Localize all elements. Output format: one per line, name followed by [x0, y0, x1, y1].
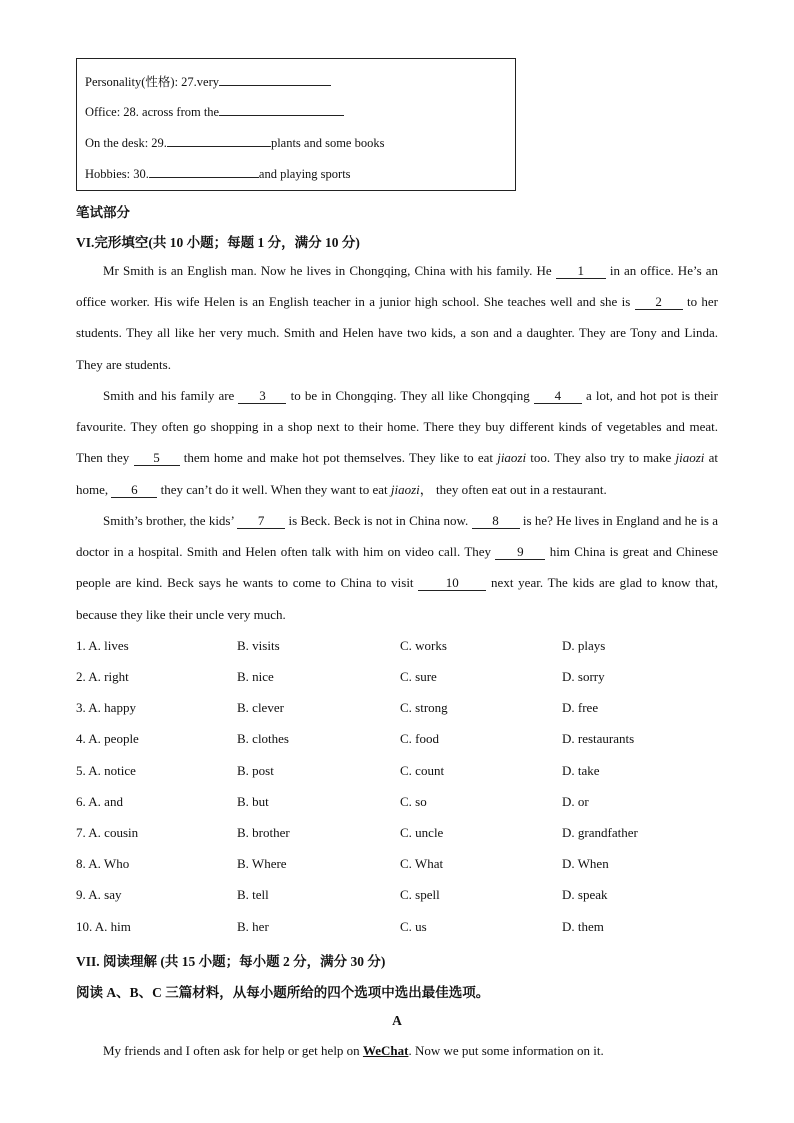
blank-4[interactable]: 4 — [534, 389, 582, 404]
option-b[interactable]: B. nice — [237, 669, 274, 684]
option-c[interactable]: C. food — [400, 731, 439, 746]
blank-3[interactable]: 3 — [238, 389, 286, 404]
option-b[interactable]: B. clothes — [237, 731, 289, 746]
text: to her students. They all like her very much. Smith and Helen have two kids, a son and a daughter. They are Tony and Linda. They are students. — [76, 294, 719, 372]
reading-instruction: 阅读 A、B、C 三篇材料，从每小题所给的四个选项中选出最佳选项。 — [76, 985, 490, 1000]
text: Smith and his family are — [103, 388, 239, 403]
option-a[interactable]: 8. A. Who — [76, 856, 130, 871]
option-d[interactable]: D. When — [562, 856, 609, 871]
blank-5[interactable]: 5 — [134, 451, 180, 466]
text: jiaozi — [497, 450, 527, 466]
text: is Beck. Beck is not in China now. — [285, 513, 472, 528]
option-a[interactable]: 2. A. right — [76, 669, 129, 684]
option-a[interactable]: 4. A. people — [76, 731, 139, 746]
options-row-2 — [76, 669, 736, 689]
text: at home, — [76, 450, 719, 497]
options-row-5 — [76, 763, 736, 783]
option-d[interactable]: D. sorry — [562, 669, 605, 684]
options-row-1 — [76, 638, 736, 658]
options-row-7 — [76, 825, 736, 845]
desk-label: On the desk: 29. — [85, 136, 167, 150]
option-b[interactable]: B. Where — [237, 856, 287, 871]
option-d[interactable]: D. plays — [562, 638, 606, 653]
blank-7[interactable]: 7 — [237, 514, 285, 529]
blank-28[interactable] — [219, 103, 344, 116]
options-row-8 — [76, 856, 736, 876]
blank-30[interactable] — [149, 165, 259, 178]
option-a[interactable]: 6. A. and — [76, 794, 123, 809]
option-b[interactable]: B. tell — [237, 887, 269, 902]
option-b[interactable]: B. but — [237, 794, 269, 809]
option-b[interactable]: B. clever — [237, 700, 284, 715]
option-c[interactable]: C. so — [400, 794, 427, 809]
text: too. They also try to make — [526, 450, 676, 466]
option-c[interactable]: C. count — [400, 763, 445, 778]
blank-27[interactable] — [219, 73, 331, 86]
text: is he? He lives in England and he is a doctor in a hospital. Smith and Helen often talk with him on video call. They — [76, 513, 718, 560]
personality-line — [85, 72, 331, 90]
option-c[interactable]: C. What — [400, 856, 444, 871]
option-b[interactable]: B. brother — [237, 825, 290, 840]
cloze-heading: VI.完形填空(共 10 小题；每题 1 分，满分 10 分) — [76, 235, 360, 250]
option-a[interactable]: 7. A. cousin — [76, 825, 139, 840]
text: ， they often eat out in a restaurant. — [419, 481, 607, 497]
text: a lot, and hot pot is their favourite. They often go shopping in a shop next to their home. There they buy different kinds of vegetables and meat. Then they — [76, 388, 718, 466]
text: to be in Chongqing. They all like Chongqing — [286, 388, 534, 403]
option-b[interactable]: B. her — [237, 919, 269, 934]
options-row-4 — [76, 731, 736, 751]
option-a[interactable]: 9. A. say — [76, 887, 122, 902]
options-row-3 — [76, 700, 736, 720]
blank-1[interactable]: 1 — [556, 264, 606, 279]
blank-8[interactable]: 8 — [472, 514, 520, 529]
option-a[interactable]: 10. A. him — [76, 919, 131, 934]
option-a[interactable]: 5. A. notice — [76, 763, 136, 778]
options-row-9 — [76, 887, 736, 907]
blank-29[interactable] — [167, 134, 271, 147]
text: they can’t do it well. When they want to eat — [157, 481, 391, 497]
option-c[interactable]: C. uncle — [400, 825, 444, 840]
wechat-term: WeChat — [362, 1043, 409, 1058]
blank-6[interactable]: 6 — [111, 483, 157, 498]
text: them home and make hot pot themselves. They like to eat — [179, 450, 498, 466]
cloze-paragraph-1 — [76, 255, 718, 380]
personality-label: Personality(性格): 27.very — [85, 75, 220, 89]
option-d[interactable]: D. or — [562, 794, 589, 809]
option-d[interactable]: D. them — [562, 919, 604, 934]
option-d[interactable]: D. take — [562, 763, 600, 778]
passage-label: A — [392, 1013, 402, 1028]
option-c[interactable]: C. works — [400, 638, 447, 653]
options-row-10 — [76, 919, 736, 939]
desk-suffix: plants and some books — [270, 136, 385, 150]
option-c[interactable]: C. spell — [400, 887, 440, 902]
hobbies-suffix: and playing sports — [258, 167, 351, 181]
text: jiaozi — [675, 450, 705, 466]
text: him China is great and Chinese people are kind. Beck says he wants to come to China to visit — [76, 544, 718, 591]
office-label: Office: 28. across from the — [85, 105, 220, 119]
cloze-paragraph-2 — [76, 380, 718, 505]
reading-heading: VII. 阅读理解 (共 15 小题；每小题 2 分，满分 30 分) — [76, 954, 386, 969]
cloze-paragraph-3 — [76, 505, 718, 630]
hobbies-line — [85, 165, 351, 182]
text: Smith’s brother, the kids’ — [103, 513, 238, 528]
option-d[interactable]: D. restaurants — [562, 731, 635, 746]
passage-intro — [103, 1043, 604, 1059]
option-d[interactable]: D. grandfather — [562, 825, 638, 840]
text: . Now we put some information on it. — [408, 1043, 604, 1058]
option-b[interactable]: B. visits — [237, 638, 280, 653]
written-section-title: 笔试部分 — [76, 205, 130, 220]
option-b[interactable]: B. post — [237, 763, 274, 778]
hobbies-label: Hobbies: 30. — [85, 167, 149, 181]
office-line — [85, 103, 344, 120]
desk-line — [85, 134, 384, 151]
option-d[interactable]: D. speak — [562, 887, 608, 902]
text: Mr Smith is an English man. Now he lives in Chongqing, China with his family. He — [103, 263, 556, 278]
text: in an office. He’s an office worker. His wife Helen is an English teacher in a junior high school. She teaches well and she is — [76, 263, 718, 310]
option-a[interactable]: 3. A. happy — [76, 700, 136, 715]
text: next year. The kids are glad to know that, because they like their uncle very much. — [76, 575, 718, 622]
option-c[interactable]: C. sure — [400, 669, 437, 684]
blank-9[interactable]: 9 — [495, 545, 545, 560]
text: My friends and I often ask for help or get help on — [103, 1043, 363, 1058]
info-box — [76, 58, 516, 191]
blank-10[interactable]: 10 — [418, 576, 486, 591]
blank-2[interactable]: 2 — [635, 295, 683, 310]
option-a[interactable]: 1. A. lives — [76, 638, 129, 653]
option-c[interactable]: C. us — [400, 919, 427, 934]
option-d[interactable]: D. free — [562, 700, 599, 715]
option-c[interactable]: C. strong — [400, 700, 448, 715]
options-row-6 — [76, 794, 736, 814]
text: jiaozi — [390, 481, 420, 497]
